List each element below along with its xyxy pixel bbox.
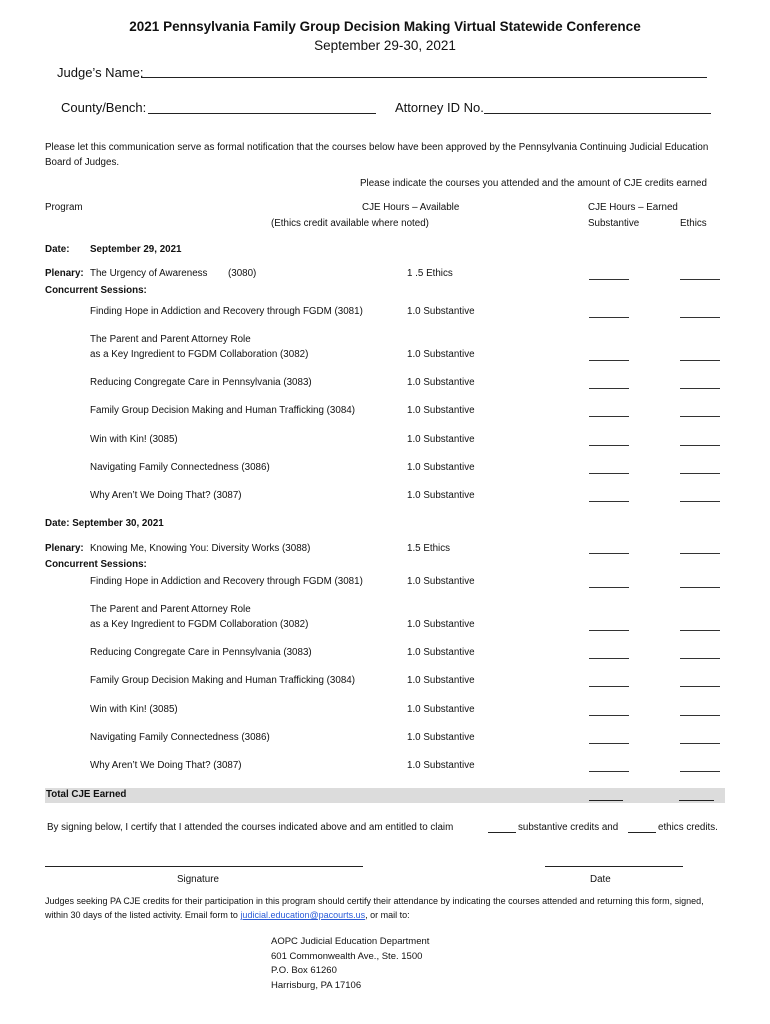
address-line: P.O. Box 61260	[271, 965, 337, 976]
address-line: 601 Commonwealth Ave., Ste. 1500	[271, 950, 423, 962]
county-bench-field[interactable]	[148, 113, 376, 114]
ethics-blank[interactable]	[680, 658, 720, 659]
ethics-blank[interactable]	[680, 501, 720, 502]
certify-text-part1: By signing below, I certify that I attended the courses indicated above and am entitled to claim	[47, 822, 454, 833]
day2-plenary-substantive-blank[interactable]	[589, 553, 629, 554]
total-substantive-blank[interactable]	[589, 800, 623, 801]
ethics-blank[interactable]	[680, 416, 720, 417]
session-hours: 1.0 Substantive	[407, 462, 475, 473]
day2-plenary-ethics-blank[interactable]	[680, 553, 720, 554]
attorney-id-field[interactable]	[484, 113, 711, 114]
session-title: Navigating Family Connectedness (3086)	[90, 462, 270, 473]
day2-plenary-title: Knowing Me, Knowing You: Diversity Works (3088)	[90, 543, 311, 554]
available-column-note: (Ethics credit available where noted)	[271, 218, 429, 229]
instructions-line1: Judges seeking PA CJE credits for their participation in this program should certify their attendance by indicating the courses attended and returning this form, signed,	[45, 896, 704, 906]
substantive-blank[interactable]	[589, 630, 629, 631]
date-label: Date	[590, 874, 611, 885]
signature-line[interactable]	[45, 866, 363, 867]
substantive-blank[interactable]	[589, 715, 629, 716]
session-title-line1: The Parent and Parent Attorney Role	[90, 604, 251, 615]
session-title: Finding Hope in Addiction and Recovery through FGDM (3081)	[90, 306, 363, 317]
ethics-blank[interactable]	[680, 317, 720, 318]
notice-text: Please let this communication serve as formal notification that the courses below have been approved by the Pennsylvania Continuing Judicial Education Board of Judges.	[45, 142, 709, 168]
substantive-blank[interactable]	[589, 686, 629, 687]
session-title: Family Group Decision Making and Human Trafficking (3084)	[90, 675, 355, 686]
session-title: Reducing Congregate Care in Pennsylvania (3083)	[90, 377, 312, 388]
day1-plenary-hours: 1 .5 Ethics	[407, 268, 453, 279]
session-hours: 1.0 Substantive	[407, 405, 475, 416]
session-title: Why Aren’t We Doing That? (3087)	[90, 760, 242, 771]
judge-name-field[interactable]	[141, 77, 707, 78]
day1-plenary-ethics-blank[interactable]	[680, 279, 720, 280]
judge-name-label: Judge’s Name:	[57, 65, 144, 80]
session-hours: 1.0 Substantive	[407, 306, 475, 317]
attorney-id-label: Attorney ID No.	[395, 100, 484, 115]
ethics-blank[interactable]	[680, 445, 720, 446]
certify-text-part3: ethics credits.	[658, 822, 718, 833]
session-hours: 1.0 Substantive	[407, 434, 475, 445]
day2-plenary-hours: 1.5 Ethics	[407, 543, 451, 554]
substantive-blank[interactable]	[589, 501, 629, 502]
ethics-blank[interactable]	[680, 587, 720, 588]
day2-plenary-label: Plenary:	[45, 543, 84, 554]
substantive-blank[interactable]	[589, 743, 629, 744]
substantive-blank[interactable]	[589, 388, 629, 389]
substantive-blank[interactable]	[589, 587, 629, 588]
session-hours: 1.0 Substantive	[407, 349, 475, 360]
certify-text-part2: substantive credits and	[518, 822, 619, 833]
substantive-blank[interactable]	[589, 416, 629, 417]
total-label: Total CJE Earned	[46, 789, 127, 800]
instructions-line2-prefix: within 30 days of the listed activity. Email form to	[45, 910, 238, 920]
substantive-column-header: Substantive	[588, 218, 640, 229]
certify-ethics-blank[interactable]	[628, 832, 656, 833]
session-title: Reducing Congregate Care in Pennsylvania (3083)	[90, 647, 312, 658]
program-column-header: Program	[45, 202, 83, 213]
county-bench-label: County/Bench:	[61, 100, 147, 115]
session-hours: 1.0 Substantive	[407, 619, 475, 630]
session-title: as a Key Ingredient to FGDM Collaboration (3082)	[90, 349, 309, 360]
substantive-blank[interactable]	[589, 360, 629, 361]
substantive-blank[interactable]	[589, 445, 629, 446]
available-column-header: CJE Hours – Available	[362, 202, 460, 213]
certify-substantive-blank[interactable]	[488, 832, 516, 833]
session-title: as a Key Ingredient to FGDM Collaboration (3082)	[90, 619, 309, 630]
ethics-blank[interactable]	[680, 473, 720, 474]
day1-date-value: September 29, 2021	[90, 244, 182, 255]
day1-plenary-title: The Urgency of Awareness	[90, 268, 208, 279]
ethics-column-header: Ethics	[680, 218, 707, 229]
ethics-blank[interactable]	[680, 360, 720, 361]
ethics-blank[interactable]	[680, 686, 720, 687]
mailing-address	[271, 935, 571, 993]
day1-concurrent-label: Concurrent Sessions:	[45, 285, 147, 296]
session-title: Finding Hope in Addiction and Recovery through FGDM (3081)	[90, 576, 363, 587]
email-link[interactable]: judicial.education@pacourts.us	[240, 910, 366, 920]
substantive-blank[interactable]	[589, 658, 629, 659]
day1-plenary-label: Plenary:	[45, 268, 84, 279]
substantive-blank[interactable]	[589, 771, 629, 772]
ethics-blank[interactable]	[680, 743, 720, 744]
session-hours: 1.0 Substantive	[407, 760, 475, 771]
day2-concurrent-label: Concurrent Sessions:	[45, 559, 147, 570]
page-title: 2021 Pennsylvania Family Group Decision Making Virtual Statewide Conference	[129, 19, 641, 34]
session-title: Family Group Decision Making and Human Trafficking (3084)	[90, 405, 355, 416]
ethics-blank[interactable]	[680, 388, 720, 389]
session-hours: 1.0 Substantive	[407, 732, 475, 743]
session-title: Win with Kin! (3085)	[90, 434, 178, 445]
earned-column-header: CJE Hours – Earned	[588, 202, 678, 213]
day1-plenary-code: (3080)	[228, 268, 257, 279]
instructions-line2-suffix: , or mail to:	[365, 910, 410, 920]
signature-label: Signature	[177, 874, 219, 885]
substantive-blank[interactable]	[589, 473, 629, 474]
session-hours: 1.0 Substantive	[407, 675, 475, 686]
session-hours: 1.0 Substantive	[407, 377, 475, 388]
session-hours: 1.0 Substantive	[407, 490, 475, 501]
session-title: Win with Kin! (3085)	[90, 704, 178, 715]
page-subtitle-dates: September 29-30, 2021	[314, 38, 456, 53]
total-ethics-blank[interactable]	[679, 800, 714, 801]
substantive-blank[interactable]	[589, 317, 629, 318]
indicate-instructions: Please indicate the courses you attended and the amount of CJE credits earned	[360, 178, 707, 189]
ethics-blank[interactable]	[680, 630, 720, 631]
address-line: AOPC Judicial Education Department	[271, 936, 430, 947]
day1-date-label: Date:	[45, 244, 70, 255]
instructions-line2	[45, 910, 410, 920]
session-hours: 1.0 Substantive	[407, 576, 475, 587]
session-hours: 1.0 Substantive	[407, 704, 475, 715]
date-line[interactable]	[545, 866, 683, 867]
session-title-line1: The Parent and Parent Attorney Role	[90, 334, 251, 345]
ethics-blank[interactable]	[680, 771, 720, 772]
session-title: Why Aren’t We Doing That? (3087)	[90, 490, 242, 501]
session-hours: 1.0 Substantive	[407, 647, 475, 658]
session-title: Navigating Family Connectedness (3086)	[90, 732, 270, 743]
day1-plenary-substantive-blank[interactable]	[589, 279, 629, 280]
address-line: Harrisburg, PA 17106	[271, 979, 362, 991]
day2-date-label: Date: September 30, 2021	[45, 518, 164, 529]
total-row-background	[45, 788, 725, 803]
ethics-blank[interactable]	[680, 715, 720, 716]
